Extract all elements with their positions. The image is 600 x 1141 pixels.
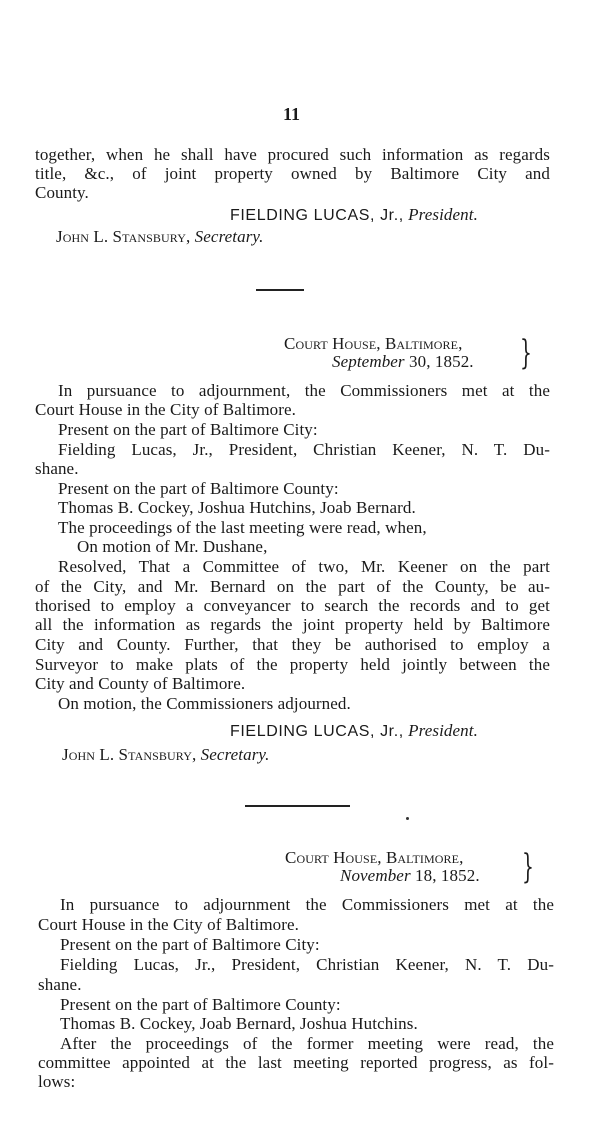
text-line: Court House in the City of Baltimore. [38, 915, 300, 934]
text-line: committee appointed at the last meeting reported progress, as fol- [38, 1053, 554, 1072]
secretary-signature [56, 227, 264, 246]
president-title: President. [408, 721, 478, 740]
president-signature [230, 721, 478, 741]
text-line: Thomas B. Cockey, Joab Bernard, Joshua Hutchins. [60, 1014, 418, 1033]
president-signature [230, 205, 478, 225]
secretary-title: Secretary. [200, 745, 270, 764]
president-title: President. [408, 205, 478, 224]
text-line: In pursuance to adjournment, the Commissioners met at the [58, 381, 550, 400]
text-line: On motion of Mr. Dushane, [77, 537, 268, 556]
text-line: The proceedings of the last meeting were read, when, [58, 518, 427, 537]
meeting-heading-date: September 30, 1852. [332, 352, 474, 371]
text-line: After the proceedings of the former meeting were read, the [60, 1034, 554, 1053]
text-line: On motion, the Commissioners adjourned. [58, 694, 351, 713]
secretary-signature [62, 745, 270, 764]
brace-icon: } [522, 847, 534, 887]
text-line: Present on the part of Baltimore County: [60, 995, 341, 1014]
text-line: Fielding Lucas, Jr., President, Christian Keener, N. T. Du- [58, 440, 550, 459]
section-divider [256, 289, 304, 291]
secretary-name: John L. Stansbury, [62, 745, 197, 764]
text-line: title, &c., of joint property owned by Baltimore City and [35, 164, 550, 183]
ink-speck [406, 817, 409, 820]
text-line: shane. [38, 975, 82, 994]
text-line: Present on the part of Baltimore City: [60, 935, 320, 954]
text-line: thorised to employ a conveyancer to search the records and to get [35, 596, 550, 615]
meeting-heading-place: Court House, Baltimore, [285, 848, 464, 867]
brace-icon: } [520, 333, 532, 373]
text-line: Court House in the City of Baltimore. [35, 400, 297, 419]
text-line: all the information as regards the joint property held by Baltimore [35, 615, 550, 634]
text-line: together, when he shall have procured such information as regards [35, 145, 550, 164]
text-line: Thomas B. Cockey, Joshua Hutchins, Joab Bernard. [58, 498, 416, 517]
text-line: lows: [38, 1072, 76, 1091]
text-line: Fielding Lucas, Jr., President, Christian Keener, N. T. Du- [60, 955, 554, 974]
text-line: of the City, and Mr. Bernard on the part of the County, be au- [35, 577, 550, 596]
secretary-name: John L. Stansbury, [56, 227, 191, 246]
text-line: In pursuance to adjournment the Commissioners met at the [60, 895, 554, 914]
text-line: shane. [35, 459, 79, 478]
secretary-title: Secretary. [194, 227, 264, 246]
meeting-heading-date: November 18, 1852. [340, 866, 480, 885]
text-line: Surveyor to make plats of the property held jointly between the [35, 655, 550, 674]
meeting-heading-place: Court House, Baltimore, [284, 334, 463, 353]
text-line: Present on the part of Baltimore County: [58, 479, 339, 498]
section-divider [245, 805, 350, 807]
text-line: Resolved, That a Committee of two, Mr. Keener on the part [58, 557, 550, 576]
page-number: 11 [283, 104, 301, 124]
text-line: Present on the part of Baltimore City: [58, 420, 318, 439]
text-line: City and County of Baltimore. [35, 674, 246, 693]
president-name: FIELDING LUCAS, Jr., [230, 207, 404, 224]
text-line: City and County. Further, that they be authorised to employ a [35, 635, 550, 654]
text-line: County. [35, 183, 89, 202]
president-name: FIELDING LUCAS, Jr., [230, 723, 404, 740]
